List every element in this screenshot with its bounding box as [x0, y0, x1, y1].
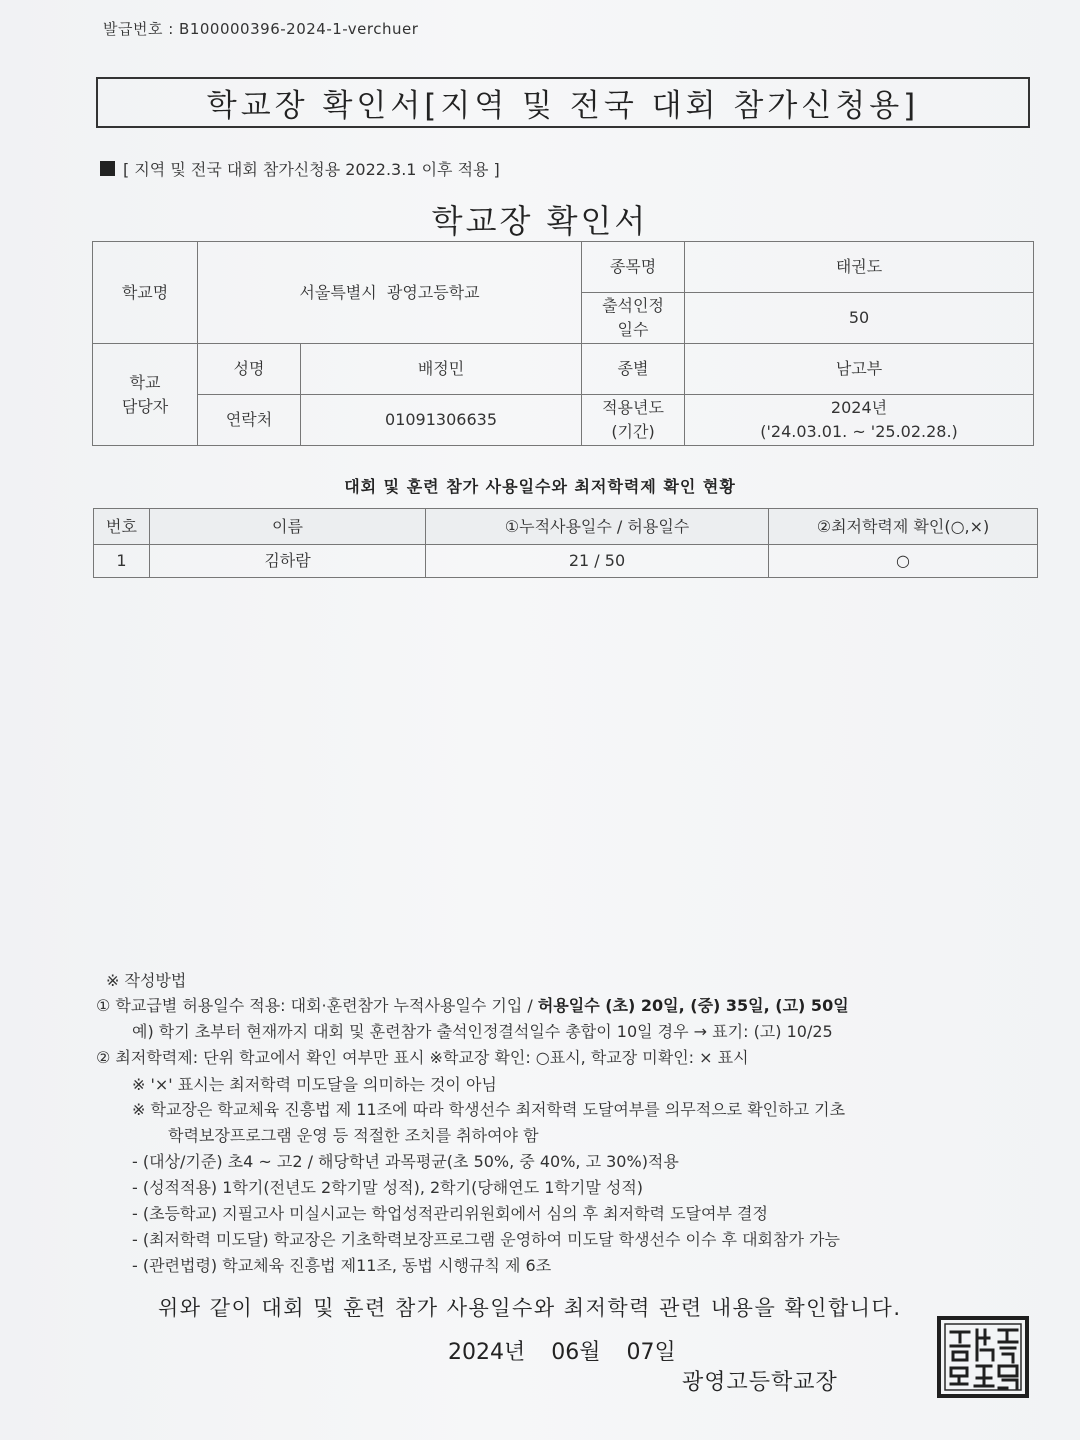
row-check-mark: ○	[896, 551, 910, 570]
manager-label: 학교 담당자	[93, 344, 198, 446]
notes-line-5: ※ 학교장은 학교체육 진흥법 제 11조에 따라 학생선수 최저학력 도달여부를 의무적으로 확인하고 기초	[132, 1100, 846, 1119]
row-name: 김하람	[150, 545, 426, 578]
school-value: 서울특별시 광영고등학교	[198, 242, 582, 344]
status-header-row	[94, 509, 1038, 545]
notes-line-6: 학력보장프로그램 운영 등 적절한 조치를 취하여야 함	[168, 1126, 539, 1145]
document-title: 학교장 확인서[지역 및 전국 대회 참가신청용]	[206, 88, 920, 124]
notes-line-11: - (관련법령) 학교체육 진흥법 제11조, 동법 시행규칙 제 6조	[132, 1256, 552, 1275]
confirmation-statement: 위와 같이 대회 및 훈련 참가 사용일수와 최저학력 관련 내용을 확인합니다.	[158, 1296, 902, 1320]
school-label: 학교명	[93, 242, 198, 344]
name-value: 배정민	[301, 344, 582, 395]
name-label: 성명	[198, 344, 301, 395]
date-day: 07일	[626, 1340, 676, 1365]
date-year: 2024년	[448, 1340, 526, 1365]
row-check	[769, 545, 1038, 578]
row-days: 21 / 50	[426, 545, 769, 578]
issue-number: 발급번호 : B100000396-2024-1-verchuer	[103, 20, 419, 38]
year-label: 적용년도 (기간)	[582, 395, 685, 446]
attendance-value: 50	[685, 293, 1034, 344]
notes-line-1	[96, 993, 849, 1016]
header-days: ①누적사용일수 / 허용일수	[426, 509, 769, 545]
notes-line-4: ※ '×' 표시는 최저학력 미도달을 의미하는 것이 아님	[132, 1075, 497, 1094]
notes-line-10: - (최저학력 미도달) 학교장은 기초학력보장프로그램 운영하여 미도달 학생선수 이수 후 대회참가 가능	[132, 1230, 840, 1249]
notes-line-1-bold: 허용일수 (초) 20일, (중) 35일, (고) 50일	[537, 996, 849, 1015]
section-note	[100, 157, 500, 180]
category-value: 남고부	[685, 344, 1034, 395]
official-seal	[937, 1316, 1029, 1398]
notes-line-2: 예) 학기 초부터 현재까지 대회 및 훈련참가 출석인정결석일수 총합이 10일 경우 → 표기: (고) 10/25	[132, 1022, 833, 1041]
black-square-icon	[100, 161, 115, 176]
notes-line-8: - (성적적용) 1학기(전년도 2학기말 성적), 2학기(당해연도 1학기말 성적)	[132, 1178, 644, 1197]
notes-line-1-text: ① 학교급별 허용일수 적용: 대회·훈련참가 누적사용일수 기입 /	[96, 996, 538, 1015]
form-title: 학교장 확인서	[431, 202, 649, 240]
notes-line-7: - (대상/기준) 초4 ~ 고2 / 해당학년 과목평균(초 50%, 중 40%, 고 30%)적용	[132, 1152, 679, 1171]
attendance-label: 출석인정 일수	[582, 293, 685, 344]
signer: 광영고등학교장	[682, 1370, 838, 1395]
section-note-text: [ 지역 및 전국 대회 참가신청용 2022.3.1 이후 적용 ]	[123, 160, 500, 179]
header-name: 이름	[150, 509, 426, 545]
status-table	[93, 508, 1038, 578]
row-no: 1	[94, 545, 150, 578]
header-no: 번호	[94, 509, 150, 545]
notes-line-9: - (초등학교) 지필고사 미실시교는 학업성적관리위원회에서 심의 후 최저학력 도달여부 결정	[132, 1204, 768, 1223]
contact-label: 연락처	[198, 395, 301, 446]
status-heading: 대회 및 훈련 참가 사용일수와 최저학력제 확인 현황	[344, 477, 736, 496]
sport-label: 종목명	[582, 242, 685, 293]
year-value: 2024년 ('24.03.01. ~ '25.02.28.)	[685, 395, 1034, 446]
contact-value: 01091306635	[301, 395, 582, 446]
table-row	[94, 545, 1038, 578]
sport-value: 태권도	[685, 242, 1034, 293]
info-table	[92, 241, 1034, 446]
issue-date	[448, 1335, 676, 1366]
document-title-box	[96, 77, 1030, 128]
notes-title: ※ 작성방법	[106, 971, 187, 990]
category-label: 종별	[582, 344, 685, 395]
header-check: ②최저학력제 확인(○,×)	[769, 509, 1038, 545]
date-month: 06월	[551, 1340, 601, 1365]
notes-line-3: ② 최저학력제: 단위 학교에서 확인 여부만 표시 ※학교장 확인: ○표시, 학교장 미확인: × 표시	[96, 1048, 749, 1067]
